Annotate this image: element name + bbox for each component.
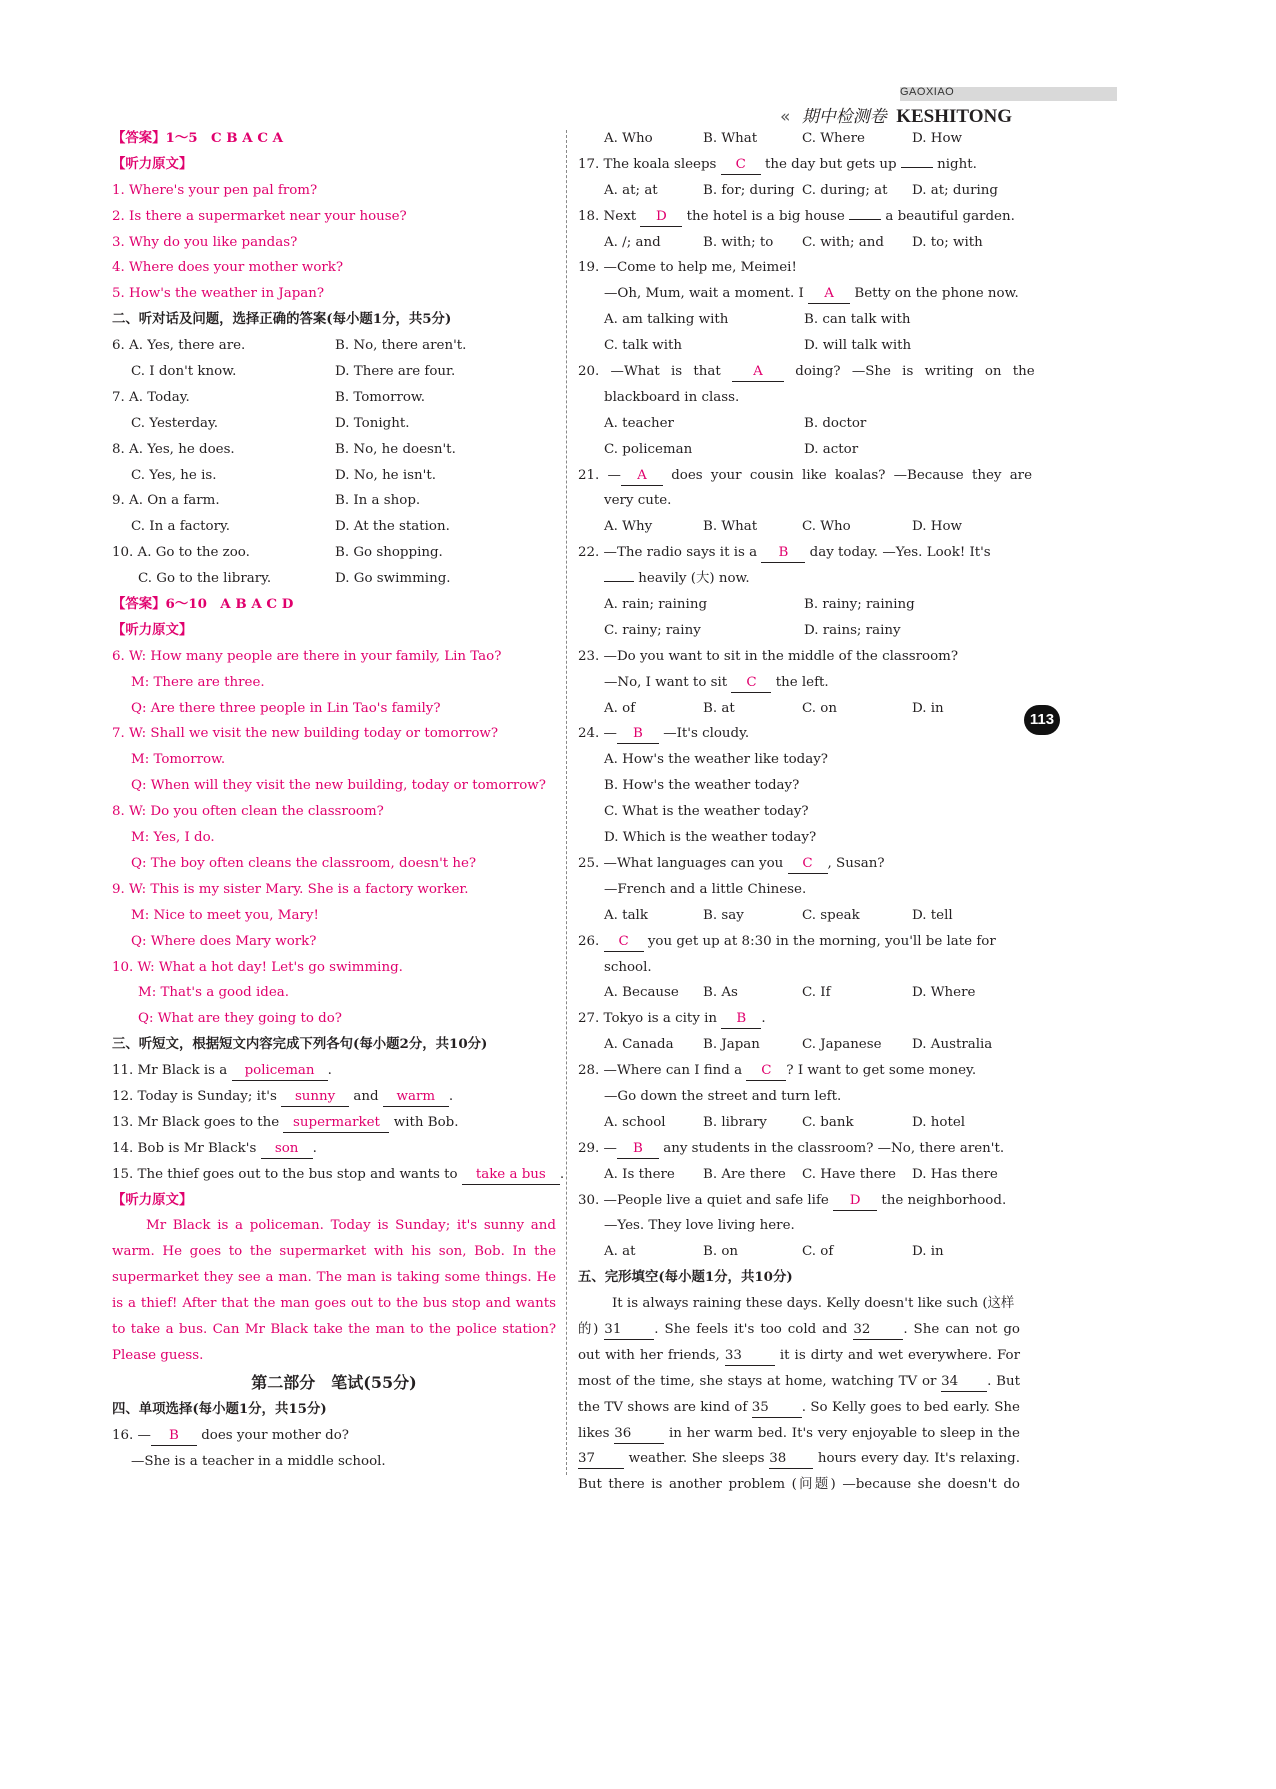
script-line: 1. Where's your pen pal from? bbox=[112, 182, 318, 198]
question-17: 17. The koala sleeps C the day but gets up night. bbox=[578, 152, 1020, 178]
script-line: 3. Why do you like pandas? bbox=[112, 234, 298, 250]
question-19-reply: —Oh, Mum, wait a moment. I A Betty on the phone now. bbox=[578, 281, 1020, 307]
question-26: 26. C you get up at 8:30 in the morning, you'll be late for bbox=[578, 929, 1020, 955]
question-15: 15. The thief goes out to the bus stop and wants to take a bus . bbox=[112, 1162, 556, 1188]
cloze-line: out with her friends, 33 it is dirty and wet everywhere. For bbox=[578, 1343, 1020, 1369]
script-line: Q: The boy often cleans the classroom, doesn't he? bbox=[131, 855, 477, 871]
question-21: 21. — A does your cousin like koalas? —Because they are bbox=[578, 463, 1020, 489]
cloze-line: 37 weather. She sleeps 38 hours every day. It's relaxing. bbox=[578, 1446, 1020, 1472]
cloze-blank: 32 bbox=[853, 1321, 903, 1340]
answer-blank bbox=[901, 167, 933, 168]
question-12: 12. Today is Sunday; it's sunny and warm . bbox=[112, 1084, 556, 1110]
question-25: 25. —What languages can you C , Susan? bbox=[578, 851, 1020, 877]
cloze-line: It is always raining these days. Kelly doesn't like such (这样 bbox=[612, 1296, 1015, 1312]
options-row: A. Because B. As C. If D. Where bbox=[604, 985, 976, 1001]
part-2-title: 第二部分 笔试(55分) bbox=[251, 1373, 417, 1393]
question-11: 11. Mr Black is a policeman . bbox=[112, 1058, 556, 1084]
script-line: M: Nice to meet you, Mary! bbox=[131, 907, 319, 923]
page-number: 113 bbox=[1024, 705, 1060, 735]
question-29: 29. — B any students in the classroom? —No, there aren't. bbox=[578, 1136, 1020, 1162]
cloze-blank: 37 bbox=[578, 1450, 624, 1469]
question-27: 27. Tokyo is a city in B . bbox=[578, 1006, 1020, 1032]
header-small-text: GAOXIAO bbox=[900, 86, 955, 98]
answer-blank bbox=[604, 581, 634, 582]
script-line: 4. Where does your mother work? bbox=[112, 260, 344, 276]
script-line: M: There are three. bbox=[131, 674, 265, 690]
options-row: A. am talking with B. can talk with bbox=[604, 312, 911, 328]
cloze-blank: 36 bbox=[614, 1425, 664, 1444]
question-22: 22. —The radio says it is a B day today. —Yes. Look! It's bbox=[578, 540, 1020, 566]
question-18: 18. Next D the hotel is a big house a beautiful garden. bbox=[578, 204, 1020, 230]
options-row: C. talk with D. will talk with bbox=[604, 338, 912, 354]
answer-blank: B bbox=[761, 544, 805, 563]
cloze-blank: 34 bbox=[941, 1373, 987, 1392]
question-22-cont: heavily (大) now. bbox=[578, 566, 1020, 592]
question-20-cont: blackboard in class. bbox=[604, 389, 740, 405]
question-30-reply: —Yes. They love living here. bbox=[604, 1218, 795, 1234]
cloze-line: most of the time, she stays at home, watching TV or 34 . But bbox=[578, 1369, 1020, 1395]
listening-script-title: 【听力原文】 bbox=[112, 155, 193, 172]
section-3-title: 三、听短文，根据短文内容完成下列各句(每小题2分，共10分) bbox=[112, 1036, 488, 1053]
question-row: 6. A. Yes, there are. B. No, there aren't. bbox=[112, 338, 467, 354]
option: B. How's the weather today? bbox=[604, 778, 800, 794]
section-2-title: 二、听对话及问题，选择正确的答案(每小题1分，共5分) bbox=[112, 311, 452, 328]
script-line: 9. W: This is my sister Mary. She is a factory worker. bbox=[112, 881, 469, 897]
options-row: C. policeman D. actor bbox=[604, 441, 859, 457]
answer-blank: C bbox=[604, 933, 644, 952]
right-column bbox=[578, 126, 1035, 1498]
option: D. Which is the weather today? bbox=[604, 830, 817, 846]
question-19: 19. —Come to help me, Meimei! bbox=[578, 260, 797, 276]
left-column bbox=[112, 126, 565, 1475]
answer-blank: supermarket bbox=[283, 1114, 389, 1133]
question-28: 28. —Where can I find a C ? I want to get some money. bbox=[578, 1058, 1020, 1084]
answer-blank: son bbox=[261, 1140, 313, 1159]
cloze-line: the TV shows are kind of 35 . So Kelly goes to bed early. She bbox=[578, 1395, 1020, 1421]
options-row: A. at B. on C. of D. in bbox=[604, 1244, 944, 1260]
question-25-reply: —French and a little Chinese. bbox=[604, 881, 807, 897]
script-line: Q: When will they visit the new building, today or tomorrow? bbox=[131, 778, 546, 794]
answer-blank: B bbox=[617, 725, 659, 744]
section-5-title: 五、完形填空(每小题1分，共10分) bbox=[578, 1269, 793, 1286]
question-23-reply: —No, I want to sit C the left. bbox=[578, 670, 1020, 696]
cloze-line: 的) 31 . She feels it's too cold and 32 . She can not go bbox=[578, 1317, 1020, 1343]
answer-6-10: 【答案】6～10 A B A C D bbox=[112, 596, 294, 613]
cloze-blank: 38 bbox=[769, 1450, 813, 1469]
answer-blank: A bbox=[621, 467, 663, 486]
script-line: M: That's a good idea. bbox=[138, 985, 289, 1001]
answer-1-5: 【答案】1～5 C B A C A bbox=[112, 130, 284, 146]
column-divider bbox=[566, 130, 567, 1475]
answer-blank: C bbox=[721, 156, 761, 175]
question-23: 23. —Do you want to sit in the middle of the classroom? bbox=[578, 648, 959, 664]
options-row: A. rain; raining B. rainy; raining bbox=[604, 597, 915, 613]
script-line: 8. W: Do you often clean the classroom? bbox=[112, 804, 384, 820]
page-header bbox=[780, 102, 1012, 128]
cloze-blank: 31 bbox=[604, 1321, 654, 1340]
script-line: 7. W: Shall we visit the new building today or tomorrow? bbox=[112, 726, 499, 742]
answer-blank: policeman bbox=[232, 1062, 328, 1081]
script-line: Q: Are there three people in Lin Tao's family? bbox=[131, 700, 441, 716]
question-row: C. Go to the library. D. Go swimming. bbox=[138, 571, 451, 587]
script-line: M: Yes, I do. bbox=[131, 830, 215, 846]
answer-blank: B bbox=[151, 1427, 197, 1446]
question-28-reply: —Go down the street and turn left. bbox=[604, 1088, 842, 1104]
options-row: A. Who B. What C. Where D. How bbox=[604, 131, 962, 146]
answer-blank: sunny bbox=[281, 1088, 349, 1107]
question-row: 9. A. On a farm. B. In a shop. bbox=[112, 493, 421, 509]
question-row: C. Yesterday. D. Tonight. bbox=[131, 415, 410, 431]
question-row: C. I don't know. D. There are four. bbox=[131, 364, 456, 380]
answer-blank: D bbox=[833, 1192, 877, 1211]
listening-passage: Mr Black is a policeman. Today is Sunday; it's sunny and warm. He goes to the supermarket with his son, Bob. In the supermarket they see a man. The man is taking some things. He is a thief! After that the man goes out to the bus stop and wants to take a bus. Can Mr Black take the man to the police station? Please guess. bbox=[112, 1218, 556, 1363]
question-20: 20. —What is that A doing? —She is writing on the bbox=[578, 359, 1020, 385]
option: A. How's the weather like today? bbox=[604, 752, 828, 768]
script-line: 5. How's the weather in Japan? bbox=[112, 286, 325, 302]
options-row: A. talk B. say C. speak D. tell bbox=[604, 907, 953, 923]
question-30: 30. —People live a quiet and safe life D the neighborhood. bbox=[578, 1188, 1020, 1214]
script-line: 2. Is there a supermarket near your house? bbox=[112, 208, 407, 224]
question-16-reply: —She is a teacher in a middle school. bbox=[131, 1454, 386, 1470]
options-row: A. of B. at C. on D. in bbox=[604, 700, 944, 716]
question-14: 14. Bob is Mr Black's son . bbox=[112, 1136, 556, 1162]
script-line: Q: Where does Mary work? bbox=[131, 933, 317, 949]
answer-blank: warm bbox=[383, 1088, 449, 1107]
question-13: 13. Mr Black goes to the supermarket with Bob. bbox=[112, 1110, 556, 1136]
question-16: 16. — B does your mother do? bbox=[112, 1423, 556, 1449]
cloze-blank: 33 bbox=[725, 1347, 775, 1366]
options-row: A. at; at B. for; during C. during; at D. at; during bbox=[604, 182, 998, 198]
cloze-line: But there is another problem (问题) —because she doesn't do bbox=[578, 1477, 1020, 1493]
answer-blank: A bbox=[732, 363, 784, 382]
question-row: 10. A. Go to the zoo. B. Go shopping. bbox=[112, 545, 443, 561]
options-row: A. teacher B. doctor bbox=[604, 415, 867, 431]
question-row: C. In a factory. D. At the station. bbox=[131, 519, 450, 535]
answer-blank: A bbox=[808, 285, 850, 304]
script-line: 10. W: What a hot day! Let's go swimming. bbox=[112, 959, 403, 975]
question-26-cont: school. bbox=[604, 959, 652, 975]
script-line: Q: What are they going to do? bbox=[138, 1011, 342, 1027]
options-row: A. Why B. What C. Who D. How bbox=[604, 519, 962, 535]
options-row: A. Is there B. Are there C. Have there D. Has there bbox=[604, 1166, 998, 1182]
answer-blank: C bbox=[731, 674, 771, 693]
double-chevron-left-icon: « bbox=[780, 107, 791, 127]
answer-blank: B bbox=[721, 1010, 761, 1029]
header-en-title: KESHITONG bbox=[896, 106, 1013, 127]
options-row: A. /; and B. with; to C. with; and D. to; with bbox=[604, 234, 983, 250]
question-21-cont: very cute. bbox=[604, 493, 672, 509]
options-row: A. Canada B. Japan C. Japanese D. Australia bbox=[604, 1037, 993, 1053]
question-row: 7. A. Today. B. Tomorrow. bbox=[112, 389, 426, 405]
question-24: 24. — B —It's cloudy. bbox=[578, 721, 1020, 747]
answer-blank: take a bus bbox=[462, 1166, 560, 1185]
cloze-blank: 35 bbox=[752, 1399, 802, 1418]
question-row: 8. A. Yes, he does. B. No, he doesn't. bbox=[112, 441, 456, 457]
options-row: C. rainy; rainy D. rains; rainy bbox=[604, 622, 901, 638]
answer-blank: C bbox=[746, 1062, 786, 1081]
listening-script-title: 【听力原文】 bbox=[112, 1191, 193, 1208]
listening-script-title: 【听力原文】 bbox=[112, 621, 193, 638]
header-cn-title: 期中检测卷 bbox=[801, 107, 887, 127]
answer-blank: C bbox=[788, 855, 828, 874]
cloze-line: likes 36 in her warm bed. It's very enjoyable to sleep in the bbox=[578, 1421, 1020, 1447]
section-4-title: 四、单项选择(每小题1分，共15分) bbox=[112, 1401, 327, 1418]
answer-blank: B bbox=[617, 1140, 659, 1159]
answer-blank: D bbox=[640, 208, 682, 227]
question-row: C. Yes, he is. D. No, he isn't. bbox=[131, 467, 436, 483]
script-line: 6. W: How many people are there in your family, Lin Tao? bbox=[112, 648, 502, 664]
option: C. What is the weather today? bbox=[604, 804, 809, 820]
script-line: M: Tomorrow. bbox=[131, 752, 226, 768]
answer-blank bbox=[849, 219, 881, 220]
options-row: A. school B. library C. bank D. hotel bbox=[604, 1114, 966, 1130]
